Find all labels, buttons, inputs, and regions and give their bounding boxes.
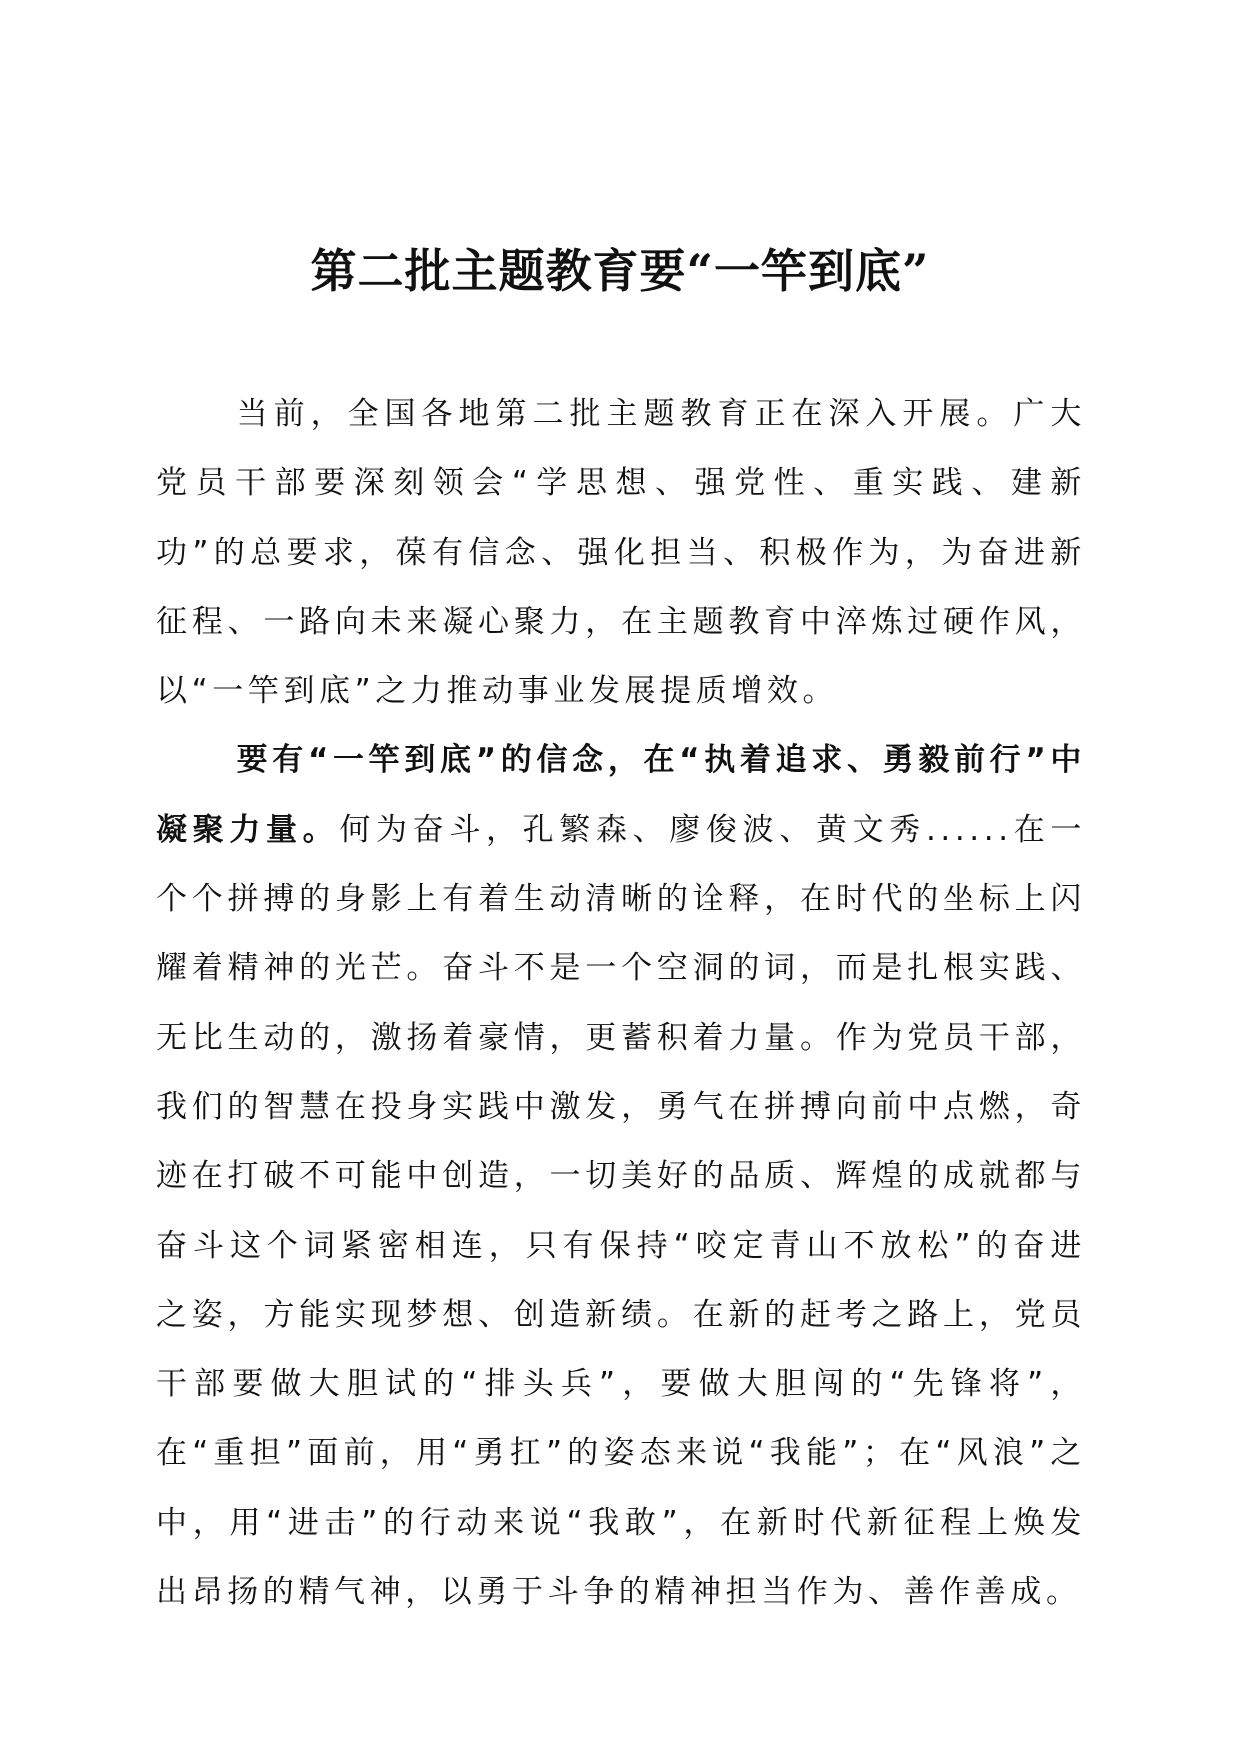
paragraph-text: 何为奋斗，孔繁森、廖俊波、黄文秀......在一个个拼搏的身影上有着生动清晰的诠释，在时代的坐标上闪耀着精神的光芒。奋斗不是一个空洞的词，而是扎根实践、无比生动的，激扬着豪情，更蓄积着力量。作为党员干部，我们的智慧在投身实践中激发，勇气在拼搏向前中点燃，奇迹在打破不可能中创造，一切美好的品质、辉煌的成就都与奋斗这个词紧密相连，只有保持“咬定青山不放松”的奋进之姿，方能实现梦想、创造新绩。在新的赶考之路上，党员干部要做大胆试的“排头兵”，要做大胆闯的“先锋将”，在“重担”面前，用“勇扛”的姿态来说“我能”；在“风浪”之中，用“进击”的行动来说“我敢”，在新时代新征程上焕发出昂扬的精气神，以勇于斗争的精神担当作为、善作善成。: [156, 811, 1086, 1611]
paragraph-lead-heading: 要有“一竿到底”的信念，在“执着追求、勇毅前行”中凝聚力量。: [156, 742, 1086, 848]
paragraph-belief: [156, 726, 1086, 1627]
paragraph-intro: [156, 380, 1086, 726]
paragraph-text: 当前，全国各地第二批主题教育正在深入开展。广大党员干部要深刻领会“学思想、强党性、重实践、建新功”的总要求，葆有信念、强化担当、积极作为，为奋进新征程、一路向未来凝心聚力，在主题教育中淬炼过硬作风，以“一竿到底”之力推动事业发展提质增效。: [156, 396, 1086, 710]
document-title: 第二批主题教育要“一竿到底”: [310, 244, 930, 298]
document-body: [156, 380, 1086, 1627]
